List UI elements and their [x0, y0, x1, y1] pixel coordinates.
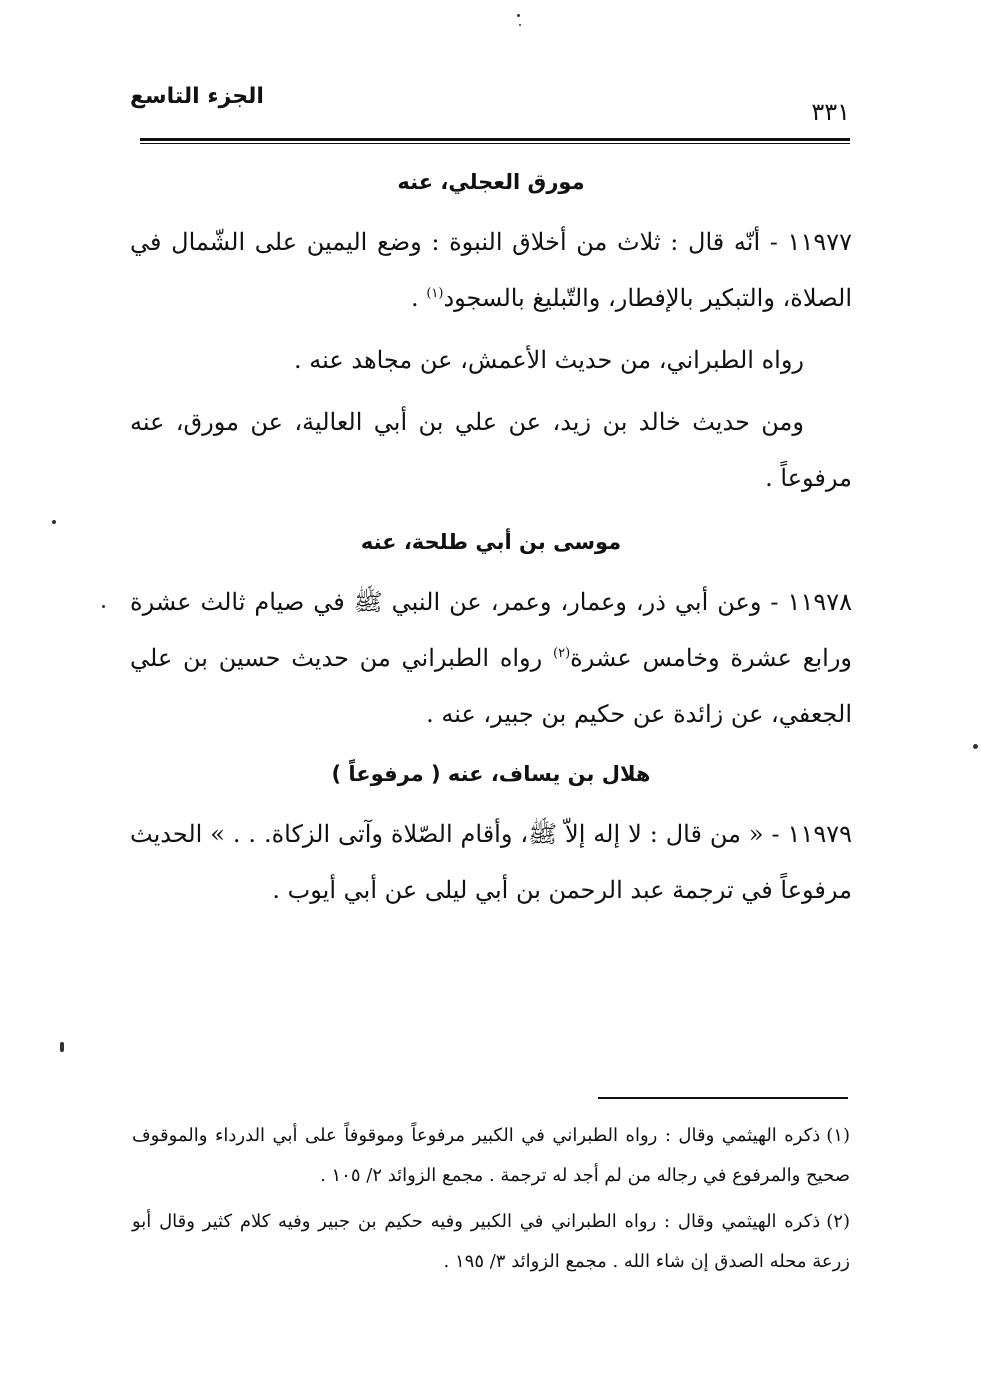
footnote-separator: [598, 1097, 848, 1099]
header-rule: [140, 138, 850, 141]
paragraph: [130, 332, 852, 388]
paragraph-tail: رواه الطبراني من حديث حسين بن علي الجعفي، عن زائدة عن حكيم بن جبير، عنه .: [130, 644, 852, 728]
section-heading: مورق العجلي، عنه: [397, 170, 585, 194]
main-text: [130, 150, 852, 918]
header-rule-thin: [140, 143, 850, 144]
paragraph: [130, 214, 852, 326]
footnote-text: ذكره الهيثمي وقال : رواه الطبراني في الكبير وفيه حكيم بن جبير وفيه كلام كثير وقال أبو زرعة محله الصدق إن شاء الله . مجمع الزوائد ٣/ ١٩٥ .: [132, 1211, 850, 1272]
paragraph: [130, 806, 852, 918]
scan-speck: [519, 24, 521, 26]
scan-speck: [60, 1042, 64, 1052]
header-title: الجزء التاسع: [130, 84, 264, 109]
paragraph-text: ١١٩٧٩ - « من قال : لا إله إلاّ ﷺ، وأقام الصّلاة وآتى الزكاة. . . » الحديث مرفوعاً في ترجمة عبد الرحمن بن أبي ليلى عن أبي أيوب .: [130, 820, 852, 904]
scan-speck: [973, 744, 978, 749]
paragraph: [130, 574, 852, 742]
footnote-ref[interactable]: (٢): [553, 646, 571, 661]
paragraph: [130, 394, 852, 506]
footnote: [132, 1202, 850, 1282]
running-header: [130, 84, 850, 136]
scan-speck: [102, 605, 105, 608]
section-heading: هلال بن يساف، عنه ( مرفوعاً ): [331, 762, 651, 786]
footnote: [132, 1116, 850, 1196]
footnotes: [132, 1116, 850, 1288]
footnote-ref[interactable]: (١): [426, 286, 444, 301]
page-number: ٣٣١: [811, 98, 850, 126]
footnote-marker: (٢): [826, 1211, 850, 1232]
paragraph-text: ومن حديث خالد بن زيد، عن علي بن أبي العالية، عن مورق، عنه مرفوعاً .: [130, 408, 852, 492]
footnote-marker: (١): [826, 1125, 850, 1146]
section-heading: موسى بن أبي طلحة، عنه: [360, 530, 622, 554]
paragraph-text: رواه الطبراني، من حديث الأعمش، عن مجاهد عنه .: [294, 346, 804, 374]
paragraph-text: ١١٩٧٨ - وعن أبي ذر، وعمار، وعمر، عن النبي ﷺ في صيام ثالث عشرة ورابع عشرة وخامس عشرة: [130, 588, 852, 672]
footnote-text: ذكره الهيثمي وقال : رواه الطبراني في الكبير مرفوعاً وموقوفاً على أبي الدرداء والموقوف صحيح والمرفوع في رجاله من لم أجد له ترجمة . مجمع الزوائد ٢/ ١٠٥ .: [132, 1125, 850, 1186]
paragraph-tail: .: [411, 284, 427, 312]
paragraph-text: ١١٩٧٧ - أنّه قال : ثلاث من أخلاق النبوة : وضع اليمين على الشّمال في الصلاة، والتبكير بالإفطار، والتّبليغ بالسجود: [130, 228, 852, 312]
scan-speck: [517, 14, 520, 17]
scan-speck: [52, 520, 56, 524]
